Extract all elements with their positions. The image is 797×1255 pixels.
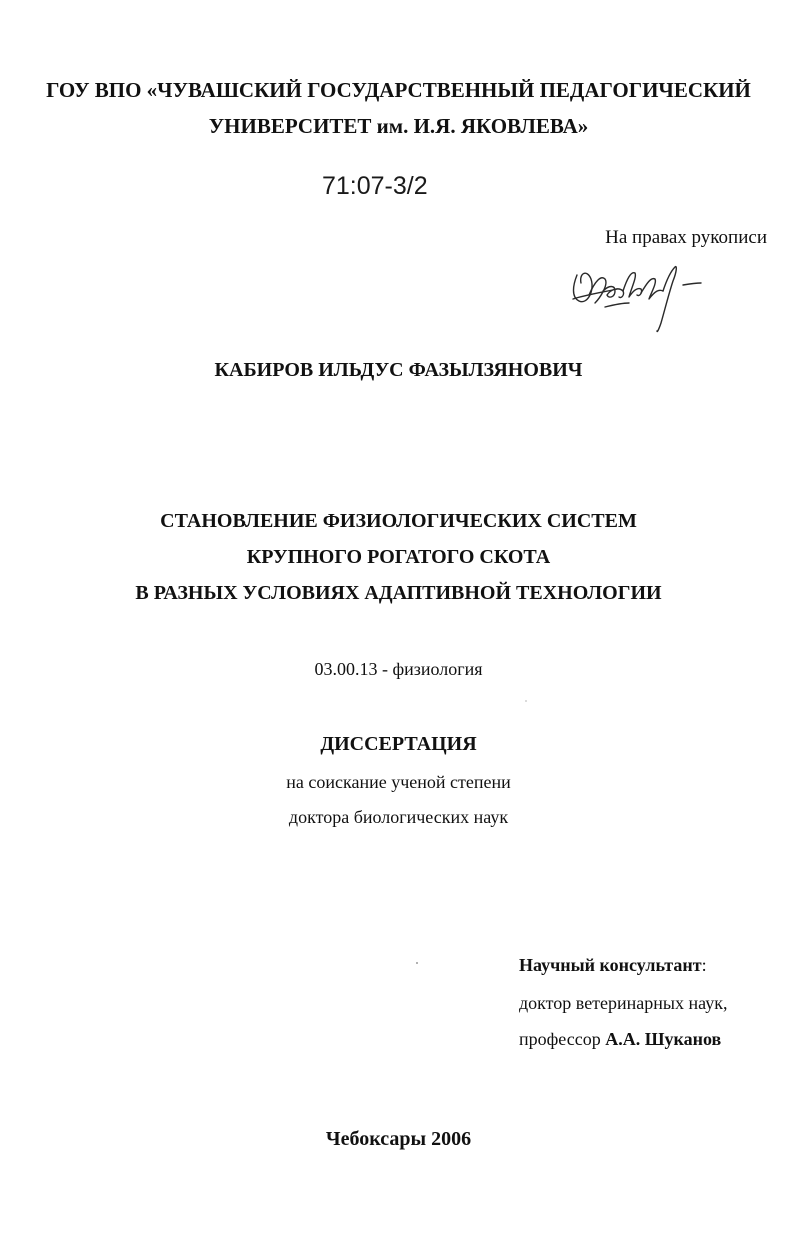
manuscript-rights-note: На правах рукописи (605, 227, 767, 248)
consultant-name-line (519, 1029, 721, 1050)
catalog-code: 71:07-3/2 (322, 172, 428, 200)
dissertation-title-line-2: КРУПНОГО РОГАТОГО СКОТА (246, 546, 551, 568)
consultant-degree: доктор ветеринарных наук, (519, 993, 728, 1013)
consultant-title: профессор (519, 1029, 601, 1049)
consultant-label-text: Научный консультант (519, 955, 702, 975)
degree-purpose-line-1: на соискание ученой степени (286, 772, 511, 792)
scan-speck (525, 700, 527, 702)
document-type: ДИССЕРТАЦИЯ (320, 733, 477, 755)
dissertation-title-line-3: В РАЗНЫХ УСЛОВИЯХ АДАПТИВНОЙ ТЕХНОЛОГИИ (135, 582, 662, 604)
institution-name-line-2: УНИВЕРСИТЕТ им. И.Я. ЯКОВЛЕВА» (208, 114, 589, 138)
dissertation-title-line-1: СТАНОВЛЕНИЕ ФИЗИОЛОГИЧЕСКИХ СИСТЕМ (160, 510, 637, 532)
specialty-code: 03.00.13 - физиология (314, 659, 483, 679)
city-and-year: Чебоксары 2006 (325, 1128, 472, 1150)
scientific-consultant-label (519, 955, 707, 976)
consultant-label-colon: : (701, 955, 707, 975)
institution-name-line-1: ГОУ ВПО «ЧУВАШСКИЙ ГОСУДАРСТВЕННЫЙ ПЕДАГОГИЧЕСКИЙ (46, 78, 751, 102)
author-name: КАБИРОВ ИЛЬДУС ФАЗЫЛЗЯНОВИЧ (214, 359, 583, 381)
handwritten-signature (565, 255, 730, 340)
scan-speck (416, 962, 418, 964)
degree-purpose-line-2: доктора биологических наук (288, 807, 509, 827)
consultant-name: А.А. Шуканов (605, 1029, 722, 1049)
